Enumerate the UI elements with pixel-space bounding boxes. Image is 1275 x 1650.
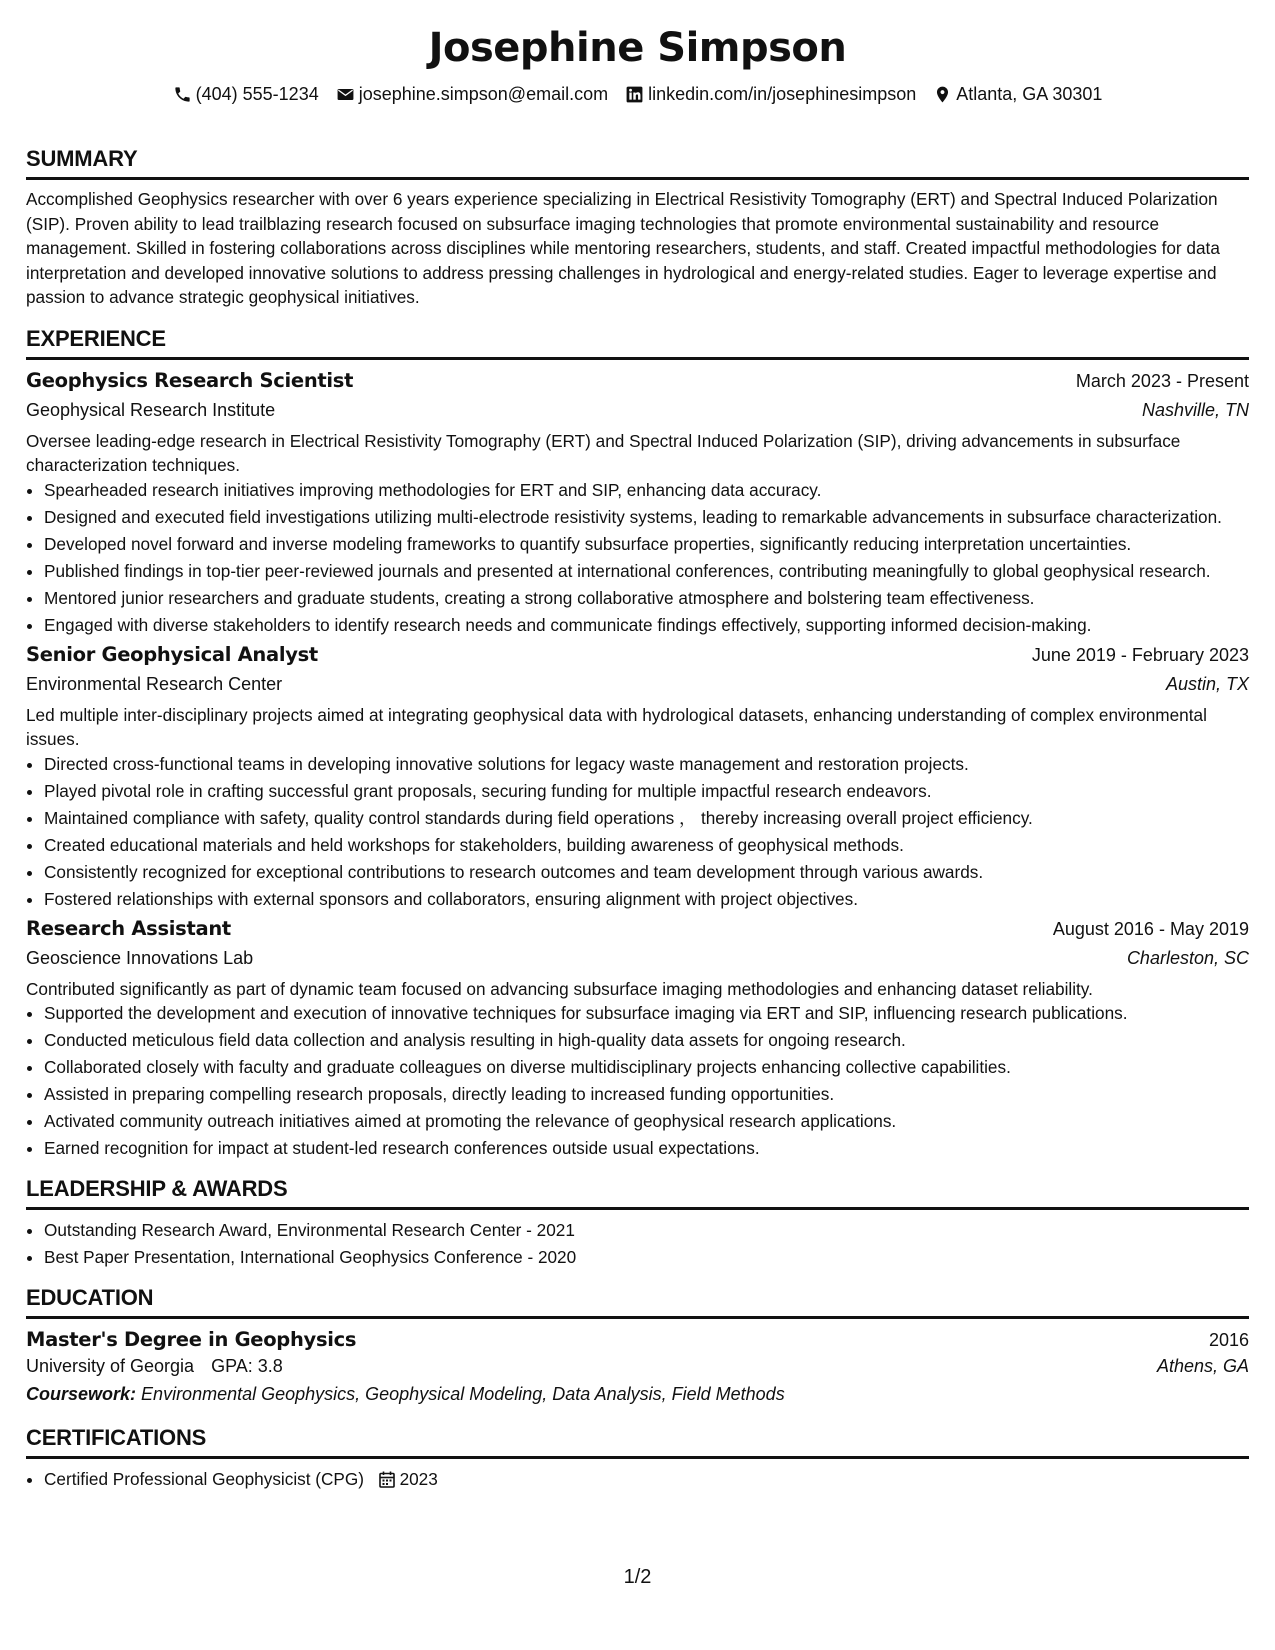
list-item: • Spearheaded research initiatives improving methodologies for ERT and SIP, enhancing data accuracy. xyxy=(44,478,1249,502)
contact-linkedin[interactable] xyxy=(625,84,916,105)
list-item: • Activated community outreach initiatives aimed at promoting the relevance of geophysical research applications. xyxy=(44,1109,1249,1133)
job-location: Austin, TX xyxy=(1165,673,1249,694)
envelope-icon xyxy=(336,85,355,104)
list-item: • Best Paper Presentation, International Geophysics Conference - 2020 xyxy=(44,1245,1249,1269)
awards-section xyxy=(26,1176,1249,1269)
job-bullets xyxy=(26,1001,1249,1160)
summary-text: Accomplished Geophysics researcher with over 6 years experience specializing in Electrical Resistivity Tomography (ERT) and Spectral Induced Polarization (SIP). Proven ability to lead trailblazing research focused on subsurface imaging technologies that promote environmental sustainability and resource management. Skilled in fostering collaborations across disciplines while mentoring researchers, students, and staff. Created impactful methodologies for data interpretation and developed innovative solutions to address pressing challenges in hydrological and energy-related studies. Eager to leverage expertise and passion to advance strategic geophysical initiatives. xyxy=(26,189,1220,307)
graduation-year: 2016 xyxy=(1208,1330,1249,1350)
list-item: • Directed cross-functional teams in developing innovative solutions for legacy waste management and restoration projects. xyxy=(44,752,1249,776)
contact-location xyxy=(933,84,1102,105)
section-title-education: EDUCATION xyxy=(26,1285,1249,1319)
job-title: Research Assistant xyxy=(26,916,231,940)
list-item: • Engaged with diverse stakeholders to identify research needs and communicate findings effectively, supporting informed decision-making. xyxy=(44,613,1249,637)
gpa: GPA: 3.8 xyxy=(211,1356,283,1376)
calendar-icon xyxy=(379,1470,395,1494)
section-title-summary: SUMMARY xyxy=(26,146,1249,180)
resume-page xyxy=(26,0,1249,1497)
job-bullets xyxy=(26,752,1249,911)
job-description: Oversee leading-edge research in Electrical Resistivity Tomography (ERT) and Spectral Induced Polarization (SIP), driving advancements in subsurface characterization techniques. xyxy=(26,430,1181,475)
location-text: Atlanta, GA 30301 xyxy=(956,83,1103,104)
list-item: • Earned recognition for impact at student-led research conferences outside usual expectations. xyxy=(44,1136,1249,1160)
job-entry xyxy=(26,369,1249,637)
list-item: • Conducted meticulous field data collection and analysis resulting in high-quality data assets for ongoing research. xyxy=(44,1028,1249,1052)
certification-year: 2023 xyxy=(399,1469,438,1489)
coursework-text: Environmental Geophysics, Geophysical Modeling, Data Analysis, Field Methods xyxy=(141,1384,785,1404)
awards-list xyxy=(26,1218,1249,1269)
job-dates: March 2023 - Present xyxy=(1075,370,1249,391)
list-item: • Developed novel forward and inverse modeling frameworks to quantify subsurface properties, significantly reducing interpretation uncertainties. xyxy=(44,532,1249,556)
list-item: • Consistently recognized for exceptional contributions to research outcomes and team development through various awards. xyxy=(44,860,1249,884)
list-item: • Played pivotal role in crafting successful grant proposals, securing funding for multiple impactful research endeavors. xyxy=(44,779,1249,803)
contact-email[interactable] xyxy=(336,84,608,105)
list-item: • Fostered relationships with external sponsors and collaborators, ensuring alignment with project objectives. xyxy=(44,887,1249,911)
job-location: Nashville, TN xyxy=(1141,399,1249,420)
job-description: Contributed significantly as part of dynamic team focused on advancing subsurface imaging methodologies and enhancing dataset reliability. xyxy=(26,978,1093,999)
map-pin-icon xyxy=(933,85,952,104)
contact-bar xyxy=(26,82,1249,106)
coursework xyxy=(26,1384,1249,1405)
job-organization: Geophysical Research Institute xyxy=(26,399,276,420)
job-description: Led multiple inter-disciplinary projects aimed at integrating geophysical data with hydrological datasets, enhancing understanding of complex environmental issues. xyxy=(26,704,1207,749)
list-item: • Mentored junior researchers and graduate students, creating a strong collaborative atmosphere and bolstering team effectiveness. xyxy=(44,586,1249,610)
email-text: josephine.simpson@email.com xyxy=(358,83,609,104)
list-item: • Supported the development and execution of innovative techniques for subsurface imaging via ERT and SIP, influencing research publications. xyxy=(44,1001,1249,1025)
education-section xyxy=(26,1285,1249,1405)
section-title-certifications: CERTIFICATIONS xyxy=(26,1425,1249,1459)
list-item xyxy=(44,1467,1249,1494)
section-title-awards: LEADERSHIP & AWARDS xyxy=(26,1176,1249,1210)
certifications-list xyxy=(26,1467,1249,1494)
list-item: • Designed and executed field investigations utilizing multi-electrode resistivity systems, leading to remarkable advancements in subsurface characterization. xyxy=(44,505,1249,529)
job-dates: August 2016 - May 2019 xyxy=(1052,918,1249,939)
degree-title: Master's Degree in Geophysics xyxy=(26,1328,357,1351)
phone-text: (404) 555-1234 xyxy=(195,83,319,104)
list-item: • Published findings in top-tier peer-reviewed journals and presented at international conferences, contributing meaningfully to global geophysical research. xyxy=(44,559,1249,583)
summary-section xyxy=(26,146,1249,310)
phone-icon xyxy=(173,85,192,104)
list-item: • Outstanding Research Award, Environmental Research Center - 2021 xyxy=(44,1218,1249,1242)
contact-phone xyxy=(173,84,319,105)
job-organization: Geoscience Innovations Lab xyxy=(26,947,254,968)
job-entry xyxy=(26,643,1249,911)
job-title: Geophysics Research Scientist xyxy=(26,368,354,392)
section-title-experience: EXPERIENCE xyxy=(26,326,1249,360)
candidate-name: Josephine Simpson xyxy=(428,25,847,71)
list-item: • Collaborated closely with faculty and graduate colleagues on diverse multidisciplinary projects enhancing collective capabilities. xyxy=(44,1055,1249,1079)
job-bullets xyxy=(26,478,1249,637)
job-organization: Environmental Research Center xyxy=(26,673,283,694)
list-item: • Created educational materials and held workshops for stakeholders, building awareness of geophysical methods. xyxy=(44,833,1249,857)
job-dates: June 2019 - February 2023 xyxy=(1031,644,1249,665)
job-entry xyxy=(26,917,1249,1161)
linkedin-icon xyxy=(625,85,644,104)
experience-section xyxy=(26,326,1249,1161)
school-name: University of Georgia xyxy=(26,1356,195,1376)
certification-name: Certified Professional Geophysicist (CPG) xyxy=(44,1469,364,1489)
school-location: Athens, GA xyxy=(1156,1356,1249,1376)
linkedin-text: linkedin.com/in/josephinesimpson xyxy=(648,83,917,104)
certifications-section xyxy=(26,1425,1249,1494)
list-item: • Assisted in preparing compelling research proposals, directly leading to increased funding opportunities. xyxy=(44,1082,1249,1106)
coursework-label: Coursework: xyxy=(26,1384,137,1404)
list-item: • Maintained compliance with safety, quality control standards during field operations ， thereby increasing overall project efficiency. xyxy=(44,806,1249,830)
job-location: Charleston, SC xyxy=(1126,947,1249,968)
job-title: Senior Geophysical Analyst xyxy=(26,642,318,666)
page-number: 1/2 xyxy=(623,1566,652,1588)
